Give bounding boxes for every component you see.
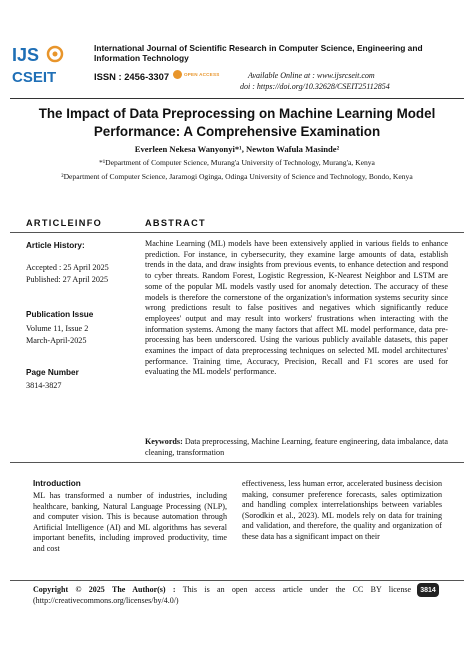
abstract-divider: [10, 462, 464, 463]
abstract-text: Machine Learning (ML) models have been extensively applied in various fields to enhance prediction. For instance, in cybersecurity, they examine large amounts of data, establish trends in the data, and draw insights from previous events, to enhance detection and respond to cyber threats. Random Forest, Logistic Regression, K-Nearest Neighbor and LSTM are some of the popular ML models vastly used for anomaly detection. The accuracy of these models is therefore the cornerstone of the organization's information systems security since wrong predictions result to false positives and negatives which significantly reduce employees' output and may result into workers' frustrations when interacting with the information systems. Among the many factors that affect ML model performance, data pre-processing has been underscored. Using the various publicly available datasets, this paper examines the impact of data preprocessing techniques on selected ML model architectures' performance. Training time, Accuracy, Precision, Recall and F1 scores are used for evaluating the ML models' performance.: [145, 239, 448, 377]
copyright-notice: [33, 585, 411, 606]
publication-issue-label: Publication Issue: [26, 310, 94, 319]
introduction-heading: Introduction: [33, 479, 81, 488]
page-number-badge: 3814: [417, 583, 439, 597]
doi-link[interactable]: doi : https://doi.org/10.32628/CSEIT25112854: [240, 82, 390, 91]
available-online[interactable]: Available Online at : www.ijsrcseit.com: [248, 71, 375, 80]
copyright-label: Copyright © 2025 The Author(s) :: [33, 585, 176, 594]
abstract-heading: ABSTRACT: [145, 218, 206, 228]
affiliation-1: *¹Department of Computer Science, Murang'a University of Technology, Murang'a, Kenya: [99, 158, 375, 167]
logo-text-ijs: IJS: [12, 45, 40, 65]
issue-month: March-April-2025: [26, 336, 87, 345]
keywords-label: Keywords:: [145, 437, 183, 446]
article-history-label: Article History:: [26, 241, 85, 250]
section-divider: [10, 232, 464, 233]
paper-title: The Impact of Data Preprocessing on Machine Learning Model Performance: A Comprehensive Examination: [38, 106, 436, 139]
header-divider: [10, 98, 464, 99]
logo-gear-center-icon: [53, 52, 58, 57]
footer-divider: [10, 580, 464, 581]
volume-issue: Volume 11, Issue 2: [26, 324, 89, 333]
journal-title: International Journal of Scientific Research in Computer Science, Engineering and Information Technology: [94, 43, 423, 63]
logo-text-cseit: CSEIT: [12, 69, 57, 86]
accepted-date: Accepted : 25 April 2025: [26, 263, 109, 272]
published-date: Published: 27 April 2025: [26, 275, 109, 284]
body-column-right: effectiveness, less human error, accelerated business decision making, consumer preference forecasts, sales optimization and handling complex interrelationships between variables (Sorodkin et al., 2023). ML models rely on data for training and validation, and therefore, the quality and organization of these data has a significant impact on their: [242, 479, 442, 541]
journal-logo-graphic: [10, 40, 74, 90]
journal-logo: [10, 40, 74, 90]
open-access-label: OPEN ACCESS: [184, 71, 220, 77]
page-number-label: Page Number: [26, 368, 79, 377]
keywords-list: Data preprocessing, Machine Learning, feature engineering, data imbalance, data cleaning, transformation: [145, 437, 448, 457]
copyright-text[interactable]: This is an open access article under the CC BY license (http://creativecommons.org/licenses/by/4.0/): [33, 585, 411, 605]
keywords: [145, 437, 448, 458]
open-access-icon: [173, 70, 182, 79]
body-column-left: ML has transformed a number of industries, including healthcare, banking, Natural Language Processing (NLP), and computer vision. This is because automation through Artificial Intelligence (AI) and ML algorithms has several important benefits, including improved productivity, time and cost: [33, 491, 227, 553]
open-access-badge: [173, 69, 219, 79]
affiliation-2: ²Department of Computer Science, Jaramogi Oginga, Odinga University of Science and Technology, Bondo, Kenya: [61, 172, 413, 181]
page-range: 3814-3827: [26, 381, 62, 390]
authors: Everleen Nekesa Wanyonyi*¹, Newton Wafula Masinde²: [134, 144, 340, 154]
issn: ISSN : 2456-3307: [94, 71, 170, 82]
article-info-heading: ARTICLEINFO: [26, 218, 103, 228]
